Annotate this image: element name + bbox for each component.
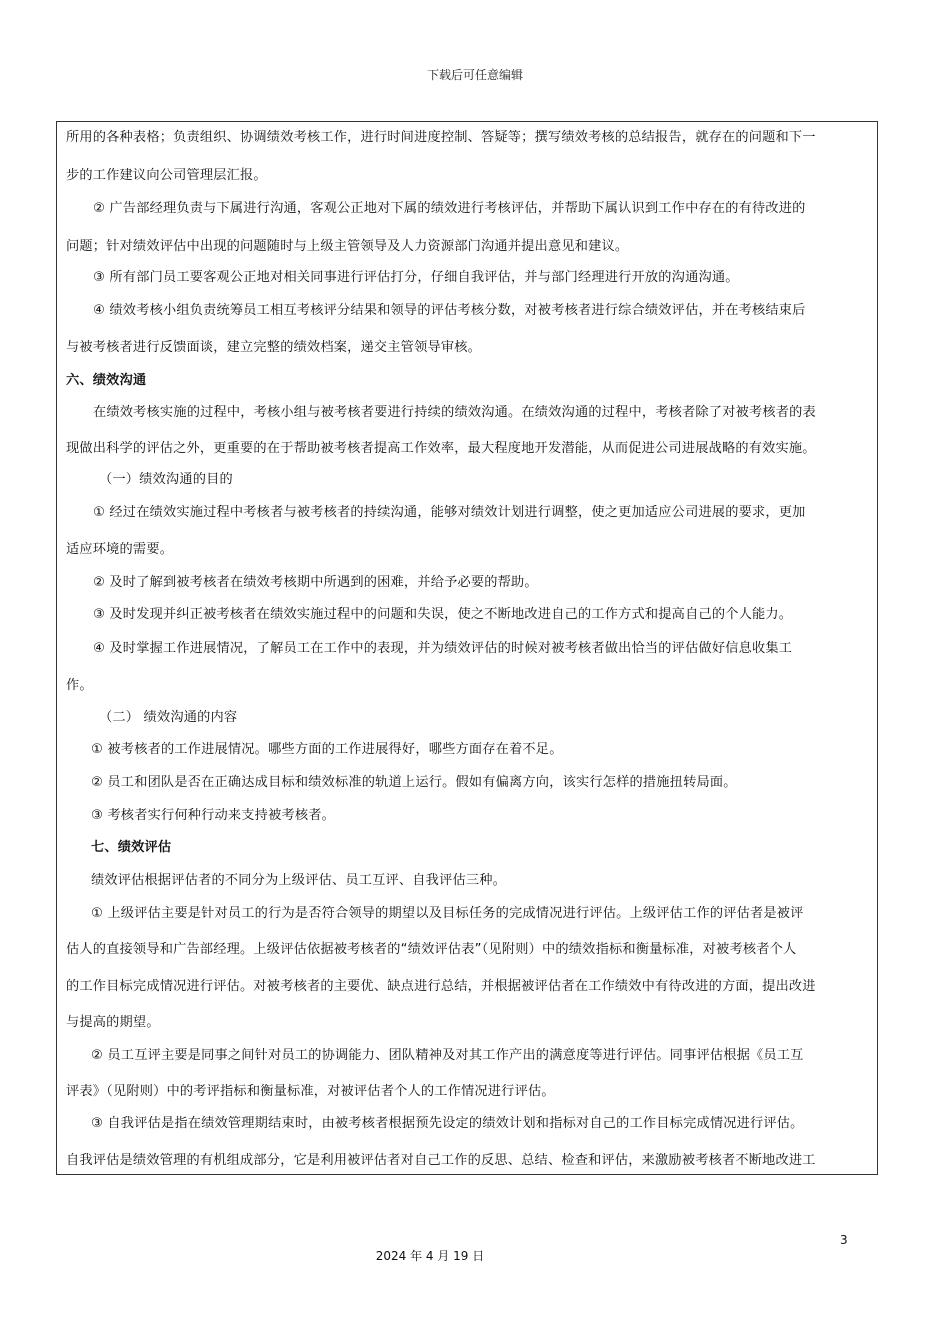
paragraph-line: ② 广告部经理负责与下属进行沟通，客观公正地对下属的绩效进行考核评估，并帮助下属认识到工作中存在的有待改进的 <box>93 201 806 216</box>
paragraph-line: 问题；针对绩效评估中出现的问题随时与上级主管领导及人力资源部门沟通并提出意见和建议。 <box>66 239 629 254</box>
paragraph-line: 适应环境的需要。 <box>66 542 174 557</box>
section-heading-7: 七、绩效评估 <box>91 840 172 855</box>
page-header: 下载后可任意编辑 <box>426 68 523 82</box>
paragraph-line: 的工作目标完成情况进行评估。对被考核者的主要优、缺点进行总结，并根据被评估者在工作绩效中有待改进的方面，提出改进 <box>66 979 816 994</box>
paragraph-line: 与被考核者进行反馈面谈，建立完整的绩效档案，递交主管领导审核。 <box>66 340 482 355</box>
section-heading-6: 六、绩效沟通 <box>66 373 147 388</box>
footer-date: 2024 年 4 月 19 日 <box>375 1249 485 1263</box>
subsection-heading-1: （一）绩效沟通的目的 <box>99 472 233 487</box>
paragraph-line: ③ 自我评估是指在绩效管理期结束时，由被考核者根据预先设定的绩效计划和指标对自己的工作目标完成情况进行评估。 <box>91 1116 804 1131</box>
paragraph-line: ② 员工和团队是否在正确达成目标和绩效标准的轨道上运行。假如有偏离方向，该实行怎样的措施扭转局面。 <box>91 775 737 790</box>
paragraph-line: 估人的直接领导和广告部经理。上级评估依据被考核者的“绩效评估表”（见附则）中的绩效指标和衡量标准，对被考核者个人 <box>66 942 797 957</box>
paragraph-line: 现做出科学的评估之外，更重要的在于帮助被考核者提高工作效率，最大程度地开发潜能，从而促进公司进展战略的有效实施。 <box>66 441 816 456</box>
paragraph-line: ① 经过在绩效实施过程中考核者与被考核者的持续沟通，能够对绩效计划进行调整，使之更加适应公司进展的要求，更加 <box>93 505 806 520</box>
paragraph-line: 自我评估是绩效管理的有机组成部分，它是利用被评估者对自己工作的反思、总结、检查和评估，来激励被考核者不断地改进工 <box>66 1153 816 1168</box>
paragraph-line: 绩效评估根据评估者的不同分为上级评估、员工互评、自我评估三种。 <box>91 873 507 888</box>
paragraph-line: ② 员工互评主要是同事之间针对员工的协调能力、团队精神及对其工作产出的满意度等进行评估。同事评估根据《员工互 <box>91 1048 804 1063</box>
page-number: 3 <box>840 1233 848 1247</box>
paragraph-line: 在绩效考核实施的过程中，考核小组与被考核者要进行持续的绩效沟通。在绩效沟通的过程中，考核者除了对被考核者的表 <box>93 405 816 420</box>
paragraph-line: 步的工作建议向公司管理层汇报。 <box>66 168 267 183</box>
paragraph-line: ① 被考核者的工作进展情况。哪些方面的工作进展得好，哪些方面存在着不足。 <box>91 742 563 757</box>
paragraph-line: 所用的各种表格；负责组织、协调绩效考核工作，进行时间进度控制、答疑等；撰写绩效考核的总结报告，就存在的问题和下一 <box>66 130 816 145</box>
paragraph-line: ② 及时了解到被考核者在绩效考核期中所遇到的困难，并给予必要的帮助。 <box>93 575 538 590</box>
paragraph-line: ③ 及时发现并纠正被考核者在绩效实施过程中的问题和失误，使之不断地改进自己的工作方式和提高自己的个人能力。 <box>93 607 793 622</box>
paragraph-line: ① 上级评估主要是针对员工的行为是否符合领导的期望以及目标任务的完成情况进行评估。上级评估工作的评估者是被评 <box>91 906 804 921</box>
paragraph-line: 评表》（见附则）中的考评指标和衡量标准，对被评估者个人的工作情况进行评估。 <box>66 1084 555 1099</box>
content-frame <box>56 121 878 1175</box>
paragraph-line: ④ 绩效考核小组负责统筹员工相互考核评分结果和领导的评估考核分数，对被考核者进行综合绩效评估，并在考核结束后 <box>93 303 806 318</box>
paragraph-line: 与提高的期望。 <box>66 1015 160 1030</box>
paragraph-line: ④ 及时掌握工作进展情况，了解员工在工作中的表现，并为绩效评估的时候对被考核者做出恰当的评估做好信息收集工 <box>93 641 793 656</box>
subsection-heading-2: （二） 绩效沟通的内容 <box>99 710 238 725</box>
paragraph-line: ③ 考核者实行何种行动来支持被考核者。 <box>91 808 336 823</box>
paragraph-line: ③ 所有部门员工要客观公正地对相关同事进行评估打分，仔细自我评估，并与部门经理进行开放的沟通沟通。 <box>93 270 739 285</box>
paragraph-line: 作。 <box>66 678 93 693</box>
